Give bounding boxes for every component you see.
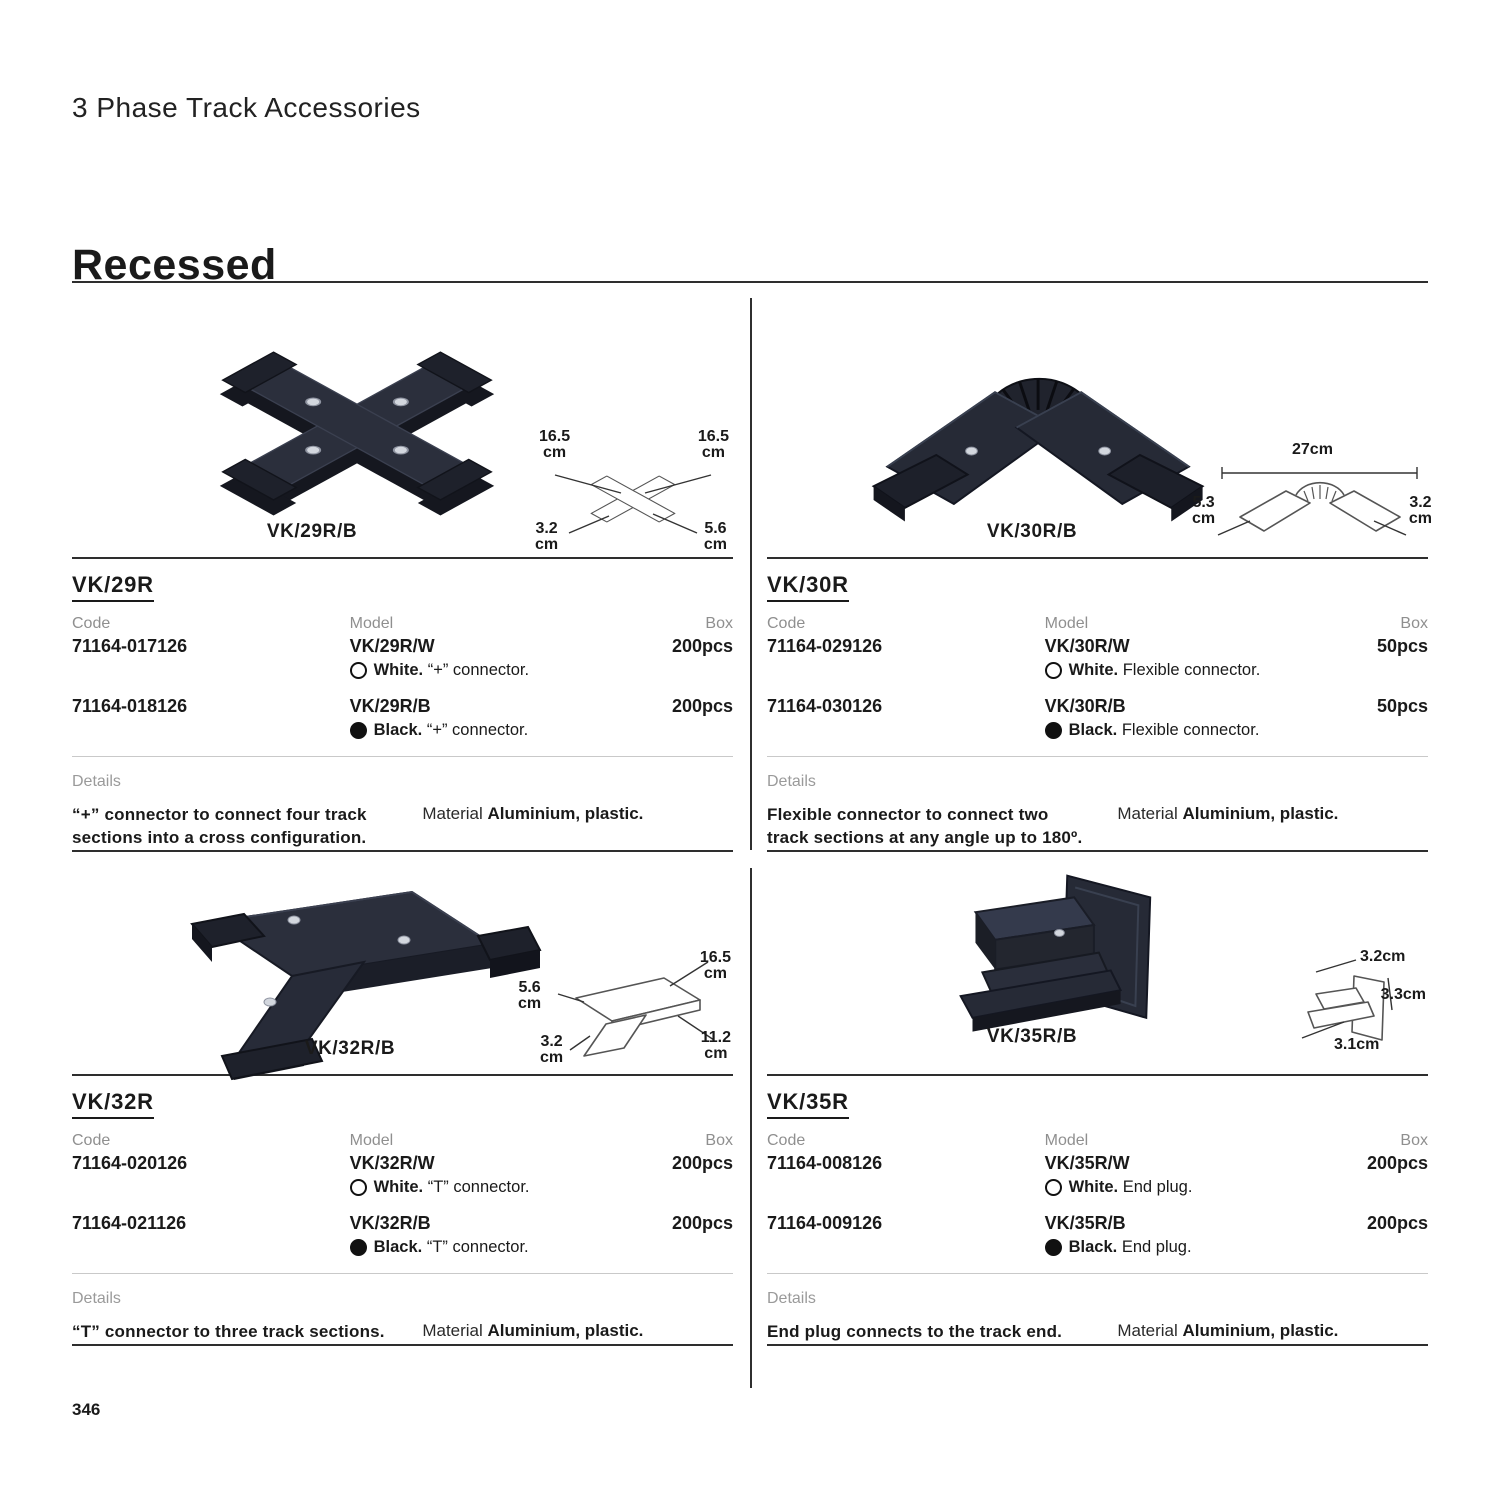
section-rule — [767, 557, 1428, 559]
variant-line — [350, 721, 672, 740]
spec-row — [72, 1213, 733, 1257]
details-row — [767, 1321, 1428, 1344]
details-text: “+” connector to connect four track sections into a cross configuration. — [72, 805, 367, 848]
color-name: White. — [373, 1178, 424, 1197]
white-circle-icon — [1045, 1179, 1062, 1196]
details-row — [72, 804, 733, 850]
variant-line — [350, 661, 672, 680]
product-figure-vk30r — [767, 284, 1432, 557]
model-cell — [350, 1213, 672, 1257]
material-label: Material — [422, 804, 483, 824]
product-caption: VK/35R/B — [986, 1026, 1078, 1048]
details-rule — [767, 756, 1428, 757]
details-row — [72, 1321, 733, 1344]
model-cell — [1045, 696, 1377, 740]
product-model: VK/30R/W — [1044, 636, 1130, 657]
spec-row — [72, 696, 733, 740]
box-label: Box — [1400, 1132, 1428, 1150]
black-circle-icon — [1045, 722, 1062, 739]
dim-label: 3.2 cm — [1408, 494, 1432, 528]
box-quantity: 50pcs — [1376, 636, 1428, 657]
details-label: Details — [767, 773, 816, 791]
product-sku-heading: VK/35R — [767, 1089, 1428, 1115]
spec-header — [767, 1132, 1428, 1150]
dim-label: 16.5 cm — [539, 428, 571, 462]
product-sku-heading: VK/32R — [72, 1089, 733, 1115]
spec-header — [72, 615, 733, 633]
details-text: Flexible connector to connect two track sections at any angle up to 180º. — [767, 805, 1083, 848]
product-code: 71164-029126 — [767, 636, 883, 657]
black-circle-icon — [350, 722, 367, 739]
product-code: 71164-008126 — [767, 1153, 883, 1174]
model-label: Model — [1044, 615, 1089, 633]
product-card-vk29r — [72, 284, 733, 852]
t-connector-photo — [142, 852, 542, 1097]
spec-row — [72, 636, 733, 680]
product-card-vk30r — [767, 284, 1432, 852]
dim-label: 3.3cm — [1380, 986, 1426, 1004]
spec-row — [72, 1153, 733, 1197]
white-circle-icon — [350, 1179, 367, 1196]
material-label: Material — [1117, 804, 1178, 824]
dim-label: 5.6 cm — [518, 979, 542, 1013]
dim-label: 11.2 cm — [700, 1029, 731, 1063]
black-circle-icon — [350, 1239, 367, 1256]
dim-label: 27cm — [1292, 441, 1333, 459]
card-bottom-rule — [767, 1344, 1428, 1346]
dim-label: 5.6 cm — [703, 520, 727, 554]
model-cell — [1045, 636, 1377, 680]
product-card-vk35r — [767, 852, 1428, 1346]
product-code: 71164-009126 — [767, 1213, 883, 1234]
spec-row — [767, 696, 1428, 740]
white-circle-icon — [1045, 662, 1062, 679]
dim-label: 5.3 cm — [1192, 494, 1216, 528]
box-quantity: 200pcs — [671, 696, 733, 717]
white-circle-icon — [350, 662, 367, 679]
flexible-connector-photo — [842, 312, 1242, 547]
material-line — [1117, 1321, 1338, 1344]
variant-desc: Flexible connector. — [1121, 721, 1260, 740]
spec-row — [767, 1213, 1428, 1257]
material-value: Aluminium, plastic. — [1182, 1321, 1339, 1341]
column-divider — [733, 852, 767, 1346]
product-caption: VK/29R/B — [266, 521, 358, 543]
product-model: VK/32R/W — [349, 1153, 435, 1174]
page-title: Recessed — [72, 240, 277, 289]
dim-label: 3.2 cm — [535, 520, 559, 554]
column-divider — [733, 284, 767, 852]
dimension-diagram-vk30r — [1192, 439, 1432, 555]
code-label: Code — [72, 1132, 111, 1150]
box-label: Box — [705, 615, 733, 633]
box-label: Box — [705, 1132, 733, 1150]
variant-desc: End plug. — [1121, 1238, 1192, 1257]
material-line — [422, 804, 643, 850]
details-rule — [72, 1273, 733, 1274]
product-model: VK/35R/W — [1044, 1153, 1130, 1174]
code-label: Code — [767, 1132, 806, 1150]
product-caption: VK/32R/B — [304, 1038, 396, 1060]
product-model: VK/29R/B — [349, 696, 431, 717]
dimension-diagram-vk35r — [1268, 948, 1426, 1066]
details-text: “T” connector to three track sections. — [72, 1322, 385, 1342]
product-figure-vk35r — [767, 852, 1428, 1074]
variant-desc: “T” connector. — [427, 1178, 530, 1197]
black-circle-icon — [1045, 1239, 1062, 1256]
code-label: Code — [767, 615, 806, 633]
details-label: Details — [72, 773, 121, 791]
spec-header — [767, 615, 1428, 633]
spec-row — [767, 636, 1428, 680]
material-line — [422, 1321, 643, 1344]
box-quantity: 200pcs — [1366, 1213, 1428, 1234]
box-quantity: 200pcs — [671, 636, 733, 657]
product-code: 71164-017126 — [72, 636, 188, 657]
material-label: Material — [1117, 1321, 1178, 1341]
color-name: White. — [373, 661, 424, 680]
code-label: Code — [72, 615, 111, 633]
variant-desc: “T” connector. — [426, 1238, 529, 1257]
box-quantity: 50pcs — [1376, 696, 1428, 717]
box-label: Box — [1400, 615, 1428, 633]
product-caption: VK/30R/B — [986, 521, 1078, 543]
details-label: Details — [767, 1290, 816, 1308]
spec-row — [767, 1153, 1428, 1197]
details-text: End plug connects to the track end. — [767, 1322, 1063, 1342]
model-cell — [1045, 1153, 1367, 1197]
dim-label: 16.5 cm — [699, 949, 731, 983]
variant-line — [1045, 1178, 1367, 1197]
product-sku-heading: VK/30R — [767, 572, 1428, 598]
details-rule — [72, 756, 733, 757]
box-quantity: 200pcs — [671, 1213, 733, 1234]
material-label: Material — [422, 1321, 483, 1341]
variant-line — [1045, 1238, 1367, 1257]
product-figure-vk29r — [72, 284, 733, 557]
material-value: Aluminium, plastic. — [487, 804, 644, 824]
model-label: Model — [1044, 1132, 1089, 1150]
color-name: Black. — [373, 721, 423, 740]
variant-line — [1045, 661, 1377, 680]
product-model: VK/32R/B — [349, 1213, 431, 1234]
dim-label: 3.2cm — [1360, 948, 1406, 966]
model-cell — [350, 1153, 672, 1197]
product-figure-vk32r — [72, 852, 733, 1074]
product-model: VK/30R/B — [1044, 696, 1126, 717]
product-model: VK/35R/B — [1044, 1213, 1126, 1234]
color-name: Black. — [1068, 1238, 1118, 1257]
variant-desc: “+” connector. — [426, 721, 529, 740]
model-cell — [1045, 1213, 1367, 1257]
color-name: Black. — [373, 1238, 423, 1257]
dim-label: 3.2 cm — [540, 1033, 564, 1067]
variant-line — [350, 1238, 672, 1257]
page-kicker: 3 Phase Track Accessories — [72, 92, 421, 123]
spec-header — [72, 1132, 733, 1150]
dim-label: 3.1cm — [1334, 1036, 1380, 1054]
color-name: White. — [1068, 1178, 1119, 1197]
variant-desc: End plug. — [1122, 1178, 1193, 1197]
product-code: 71164-018126 — [72, 696, 188, 717]
model-cell — [350, 696, 672, 740]
page-number: 346 — [72, 1400, 101, 1419]
dimension-diagram-vk29r — [533, 429, 733, 557]
product-code: 71164-030126 — [767, 696, 883, 717]
variant-desc: “+” connector. — [427, 661, 530, 680]
card-bottom-rule — [72, 1344, 733, 1346]
variant-line — [1045, 721, 1377, 740]
color-name: Black. — [1068, 721, 1118, 740]
details-label: Details — [72, 1290, 121, 1308]
dimension-diagram-vk32r — [518, 932, 733, 1072]
product-code: 71164-020126 — [72, 1153, 188, 1174]
material-value: Aluminium, plastic. — [1182, 804, 1339, 824]
variant-line — [350, 1178, 672, 1197]
dim-label: 16.5 cm — [697, 428, 729, 462]
material-value: Aluminium, plastic. — [487, 1321, 644, 1341]
model-label: Model — [349, 615, 394, 633]
material-line — [1117, 804, 1338, 850]
model-cell — [350, 636, 672, 680]
product-code: 71164-021126 — [72, 1213, 187, 1234]
product-sku-heading: VK/29R — [72, 572, 733, 598]
product-grid — [72, 284, 1432, 1346]
product-model: VK/29R/W — [349, 636, 435, 657]
variant-desc: Flexible connector. — [1122, 661, 1261, 680]
color-name: White. — [1068, 661, 1119, 680]
product-card-vk32r — [72, 852, 733, 1346]
title-rule — [72, 281, 1428, 283]
box-quantity: 200pcs — [671, 1153, 733, 1174]
details-row — [767, 804, 1428, 850]
model-label: Model — [349, 1132, 394, 1150]
box-quantity: 200pcs — [1366, 1153, 1428, 1174]
details-rule — [767, 1273, 1428, 1274]
